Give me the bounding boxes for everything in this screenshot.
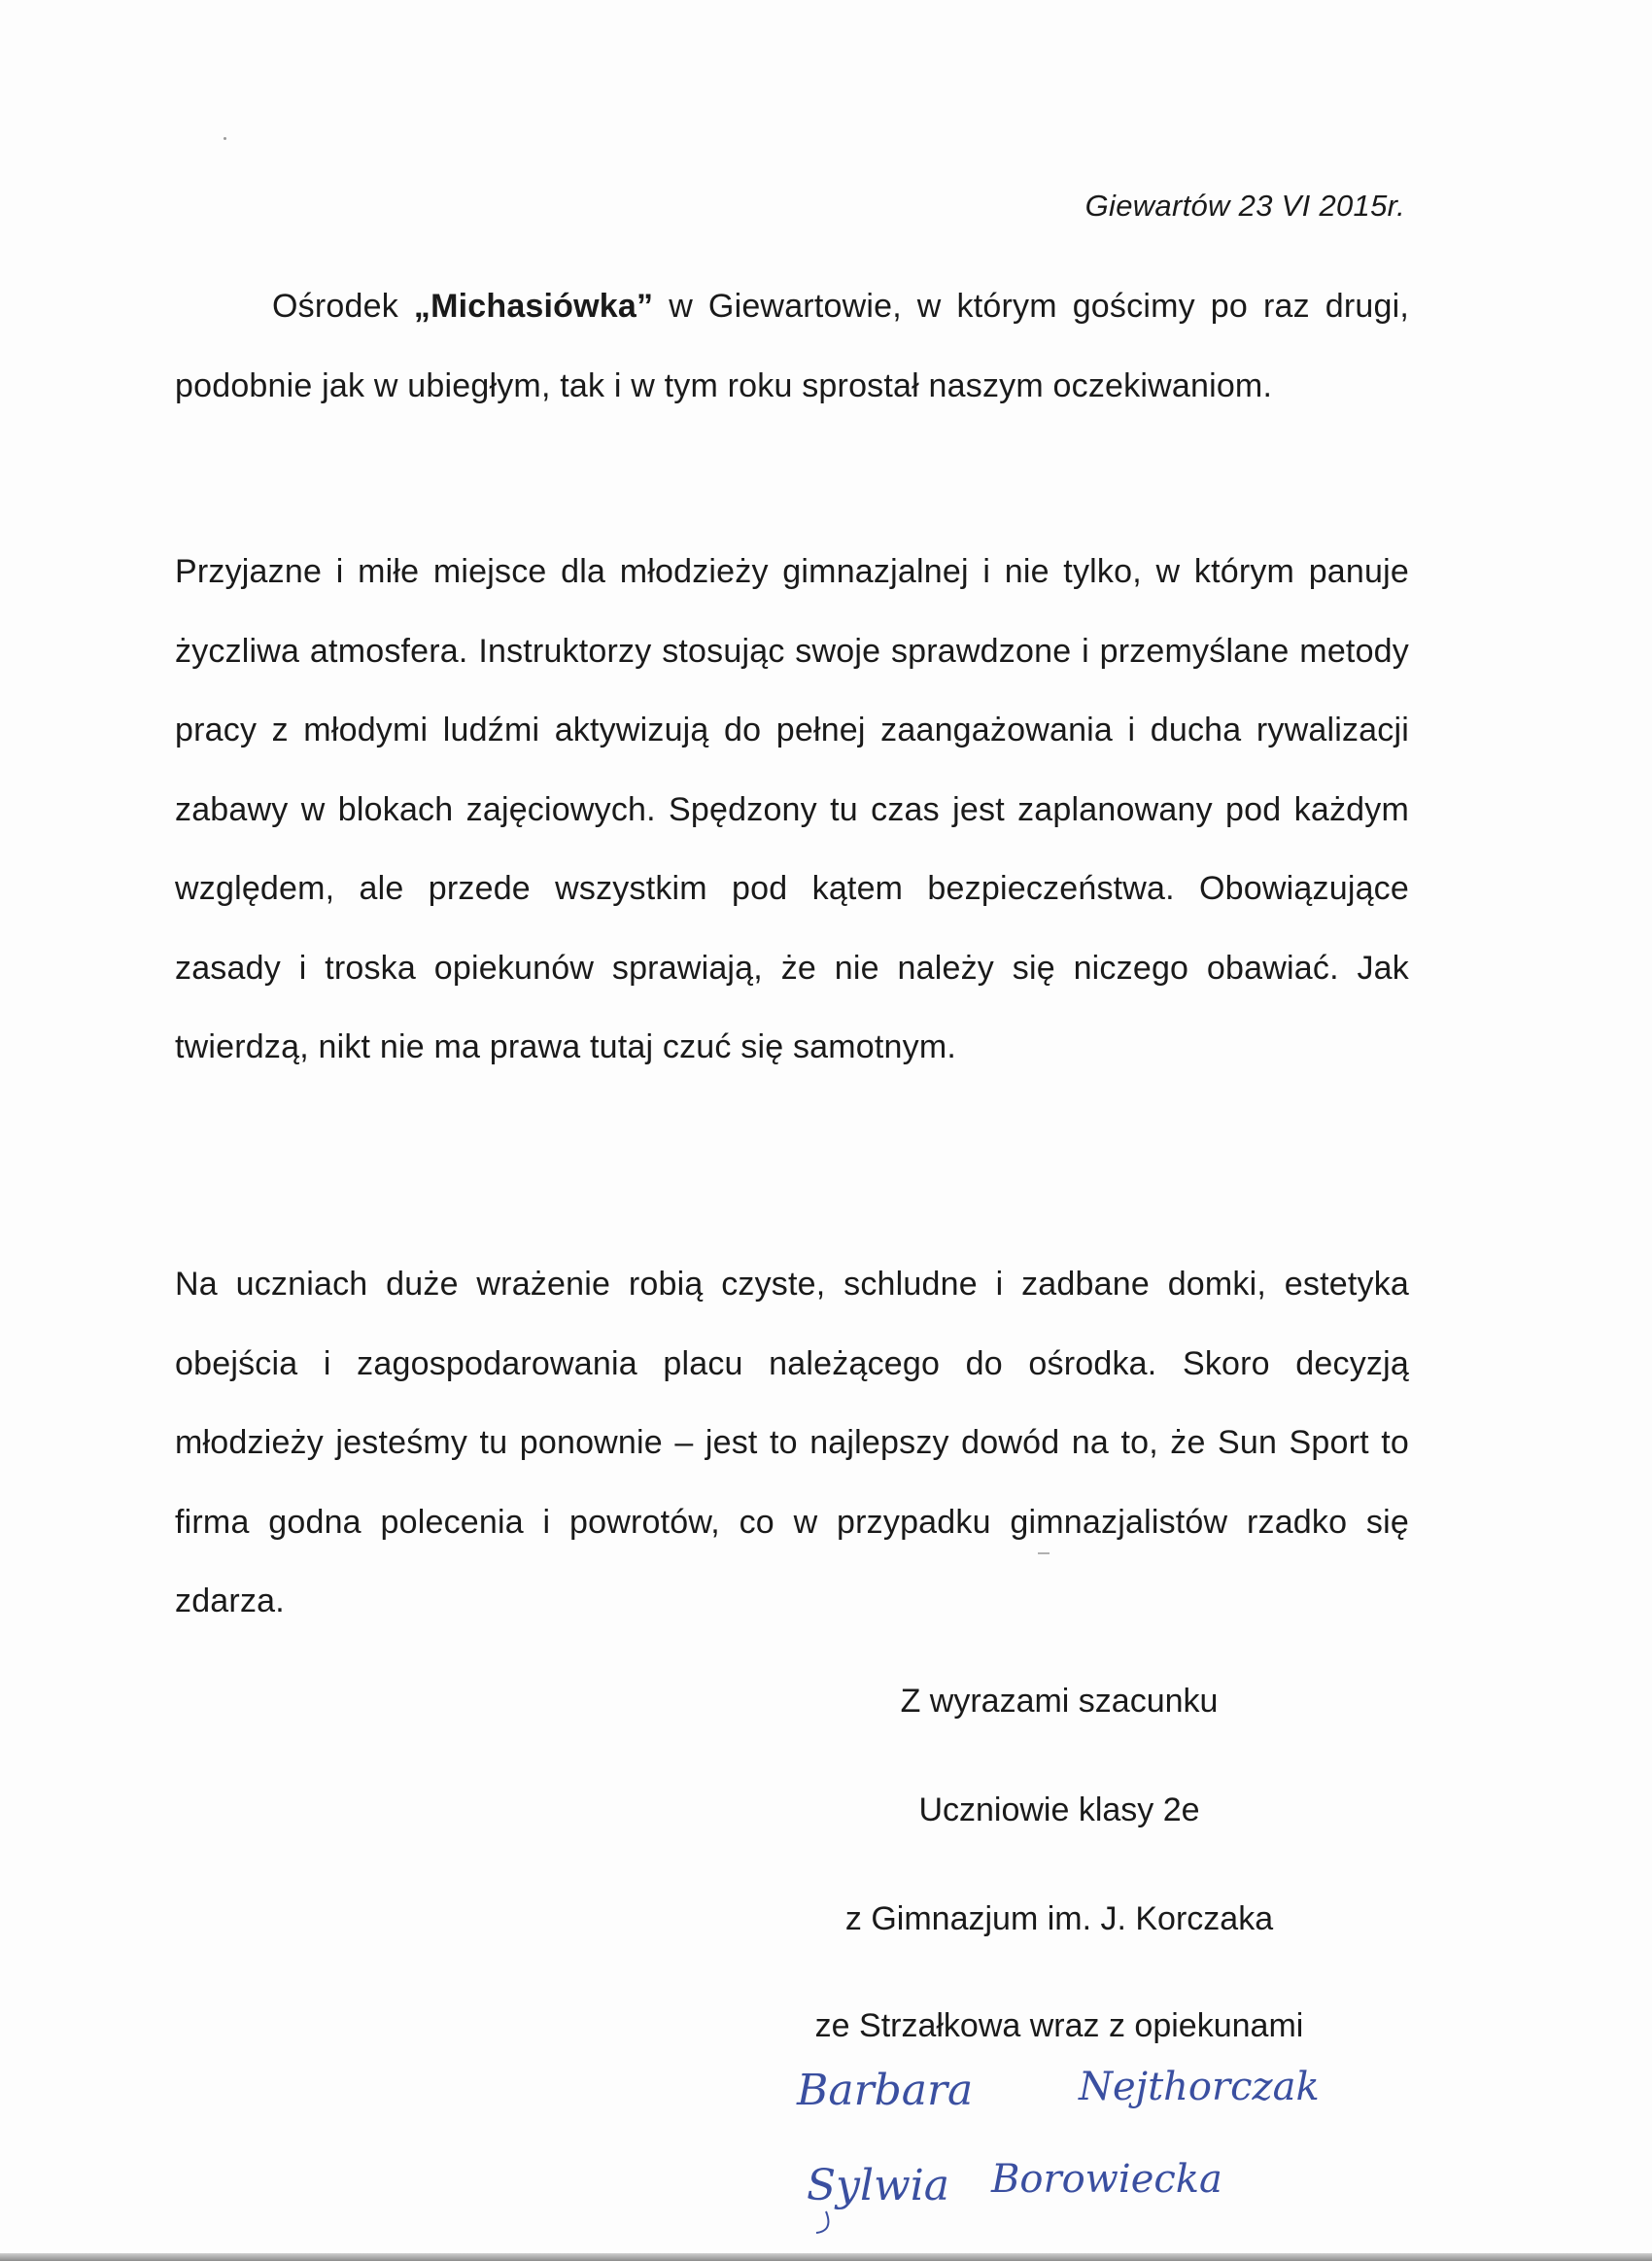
scan-speck: [224, 137, 226, 140]
signature-1-first: Barbara: [797, 2066, 974, 2115]
closing-school: z Gimnazjum im. J. Korczaka: [844, 1900, 1274, 1937]
handwritten-signatures: [787, 2046, 1331, 2241]
scan-smudge: [1038, 1552, 1050, 1554]
letter-date: Giewartów 23 VI 2015r.: [1084, 189, 1405, 223]
signature-2-last: Borowiecka: [991, 2157, 1222, 2202]
signature-flourish: [816, 2211, 828, 2233]
paragraph-intro-after: w Giewartowie, w którym gościmy po raz drugi, podobnie jak w ubiegłym, tak i w tym roku sprostał naszym oczekiwaniom.: [175, 288, 1410, 404]
scan-bottom-edge: [0, 2253, 1652, 2261]
closing-town: ze Strzałkowa wraz z opiekunami: [814, 2007, 1304, 2044]
signature-1-last: Nejthorczak: [1079, 2065, 1320, 2109]
closing-class: Uczniowie klasy 2e: [918, 1791, 1200, 1828]
paragraph-description: Przyjazne i miłe miejsce dla młodzieży gimnazjalnej i nie tylko, w którym panuje życzliwa atmosfera. Instruktorzy stosując swoje sprawdzone i przemyślane metody pracy z młodymi ludźmi aktywizują do pełnej zaangażowania i ducha rywalizacji zabawy w blokach zajęciowych. Spędzony tu czas jest zaplanowany pod każdym względem, ale przede wszystkim pod kątem bezpieczeństwa. Obowiązujące zasady i troska opiekunów sprawiają, że nie należy się niczego obawiać. Jak twierdzą, nikt nie ma prawa tutaj czuć się samotnym.: [175, 553, 1409, 1065]
closing-regards: Z wyrazami szacunku: [900, 1683, 1219, 1720]
paragraph-intro: [175, 267, 1409, 426]
center-name: „Michasiówka”: [413, 288, 654, 325]
signature-2-first: Sylwia: [807, 2161, 950, 2210]
paragraph-recommendation: Na uczniach duże wrażenie robią czyste, schludne i zadbane domki, estetyka obejścia i zagospodarowania placu należącego do ośrodka. Skoro decyzją młodzieży jesteśmy tu ponownie – jest to najlepszy dowód na to, że Sun Sport to firma godna polecenia i powrotów, co w przypadku gimnazjalistów rzadko się zdarza.: [175, 1266, 1409, 1619]
paragraph-intro-before: Ośrodek: [272, 288, 414, 325]
signature-drawing: [787, 2046, 1331, 2241]
